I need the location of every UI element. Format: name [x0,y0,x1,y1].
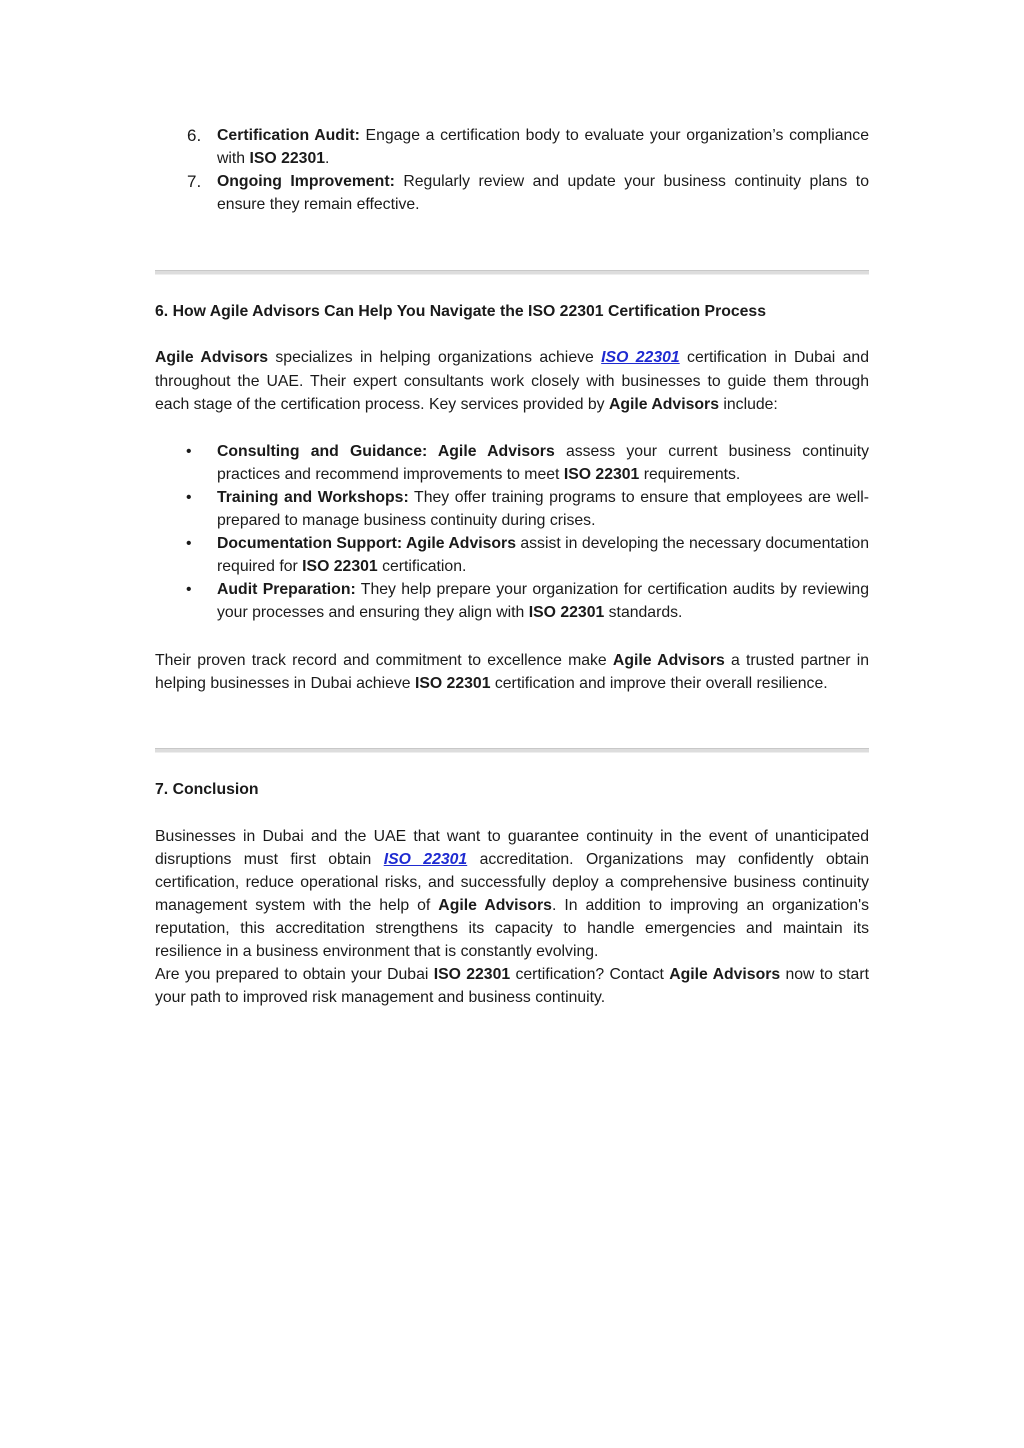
paragraph-text: certification? Contact [510,966,670,984]
intro-paragraph [155,346,869,415]
company-name: Agile Advisors [155,349,269,367]
iso-22301-link[interactable]: ISO 22301 [601,349,680,367]
section-heading: 6. How Agile Advisors Can Help You Navigate the ISO 22301 Certification Process [155,303,767,321]
services-list [155,440,869,625]
item-text: standards. [604,604,683,622]
item-text: They offer training programs to ensure that employees are well-prepared to manage business continuity during crises. [217,488,869,530]
list-number: 6. [187,126,202,145]
list-number: 7. [187,172,202,192]
item-title: Ongoing Improvement: [217,173,395,191]
company-name: Agile Advisors [608,395,719,413]
call-to-action-paragraph [155,963,869,1009]
paragraph-text: certification and improve their overall resilience. [490,674,828,692]
standard-name: ISO 22301 [433,966,511,984]
closing-paragraph [155,649,869,695]
section-heading: 7. Conclusion [155,780,259,798]
iso-22301-link[interactable]: ISO 22301 [383,850,468,868]
paragraph-text: include: [718,395,778,413]
bullet-icon: • [186,581,192,599]
paragraph-text: a trusted partner in helping businesses in Dubai achieve [155,651,869,692]
item-text: . [325,150,330,168]
list-item [155,486,869,532]
document-page [155,124,869,1010]
item-text: Regularly review and update your business continuity plans to ensure they remain effective. [217,173,869,214]
item-bold: ISO 22301 [528,604,605,622]
item-title: Audit Preparation: [217,581,356,599]
list-item [155,440,869,486]
company-name: Agile Advisors [612,651,725,669]
paragraph-text: Are you prepared to obtain your Dubai [155,966,434,984]
company-name: Agile Advisors [669,966,781,984]
paragraph-text: now to start your path to improved risk management and business continuity. [155,966,869,1007]
list-item [155,170,869,216]
item-bold: ISO 22301 [249,150,326,168]
paragraph-text: specializes in helping organizations achieve [268,349,602,367]
list-item [155,578,869,624]
item-text: assist in developing the necessary documentation required for [217,535,869,576]
item-text: assess your current business continuity practices and recommend improvements to meet [217,442,869,483]
item-title: Consulting and Guidance: Agile Advisors [217,442,555,460]
item-title: Certification Audit: [217,127,360,144]
item-bold: ISO 22301 [302,558,378,576]
item-text: They help prepare your organization for certification audits by reviewing your processes and ensuring they align with [217,581,869,622]
steps-list [155,124,869,216]
paragraph-text: certification in Dubai and throughout the UAE. Their expert consultants work closely with businesses to guide them through each stage of the certification process. Key services provided by [155,349,869,413]
item-bold: ISO 22301 [563,465,640,483]
item-title: Documentation Support: Agile Advisors [217,535,516,553]
paragraph-text: Their proven track record and commitment to excellence make [155,651,613,669]
standard-name: ISO 22301 [414,674,491,692]
item-title: Training and Workshops: [217,488,409,506]
company-name: Agile Advisors [438,897,552,915]
item-text: Engage a certification body to evaluate your organization’s compliance with [217,127,869,168]
bullet-icon: • [186,488,192,506]
paragraph-text: accreditation. Organizations may confidently obtain certification, reduce operational risks, and successfully deploy a comprehensive business continuity management system with the help of [155,850,869,915]
paragraph-text: Businesses in Dubai and the UAE that want to guarantee continuity in the event of unanticipated disruptions must first obtain [155,827,869,868]
list-item [155,532,869,578]
conclusion-paragraph [155,825,869,964]
bullet-icon: • [186,442,192,460]
bullet-icon: • [186,535,192,553]
paragraph-text: . In addition to improving an organization's reputation, this accreditation strengthens its capacity to handle emergencies and maintain its resilience in a business environment that is constantly evolving. [155,897,870,961]
list-item [155,124,869,170]
item-text: requirements. [639,465,741,483]
item-text: certification. [377,558,467,576]
